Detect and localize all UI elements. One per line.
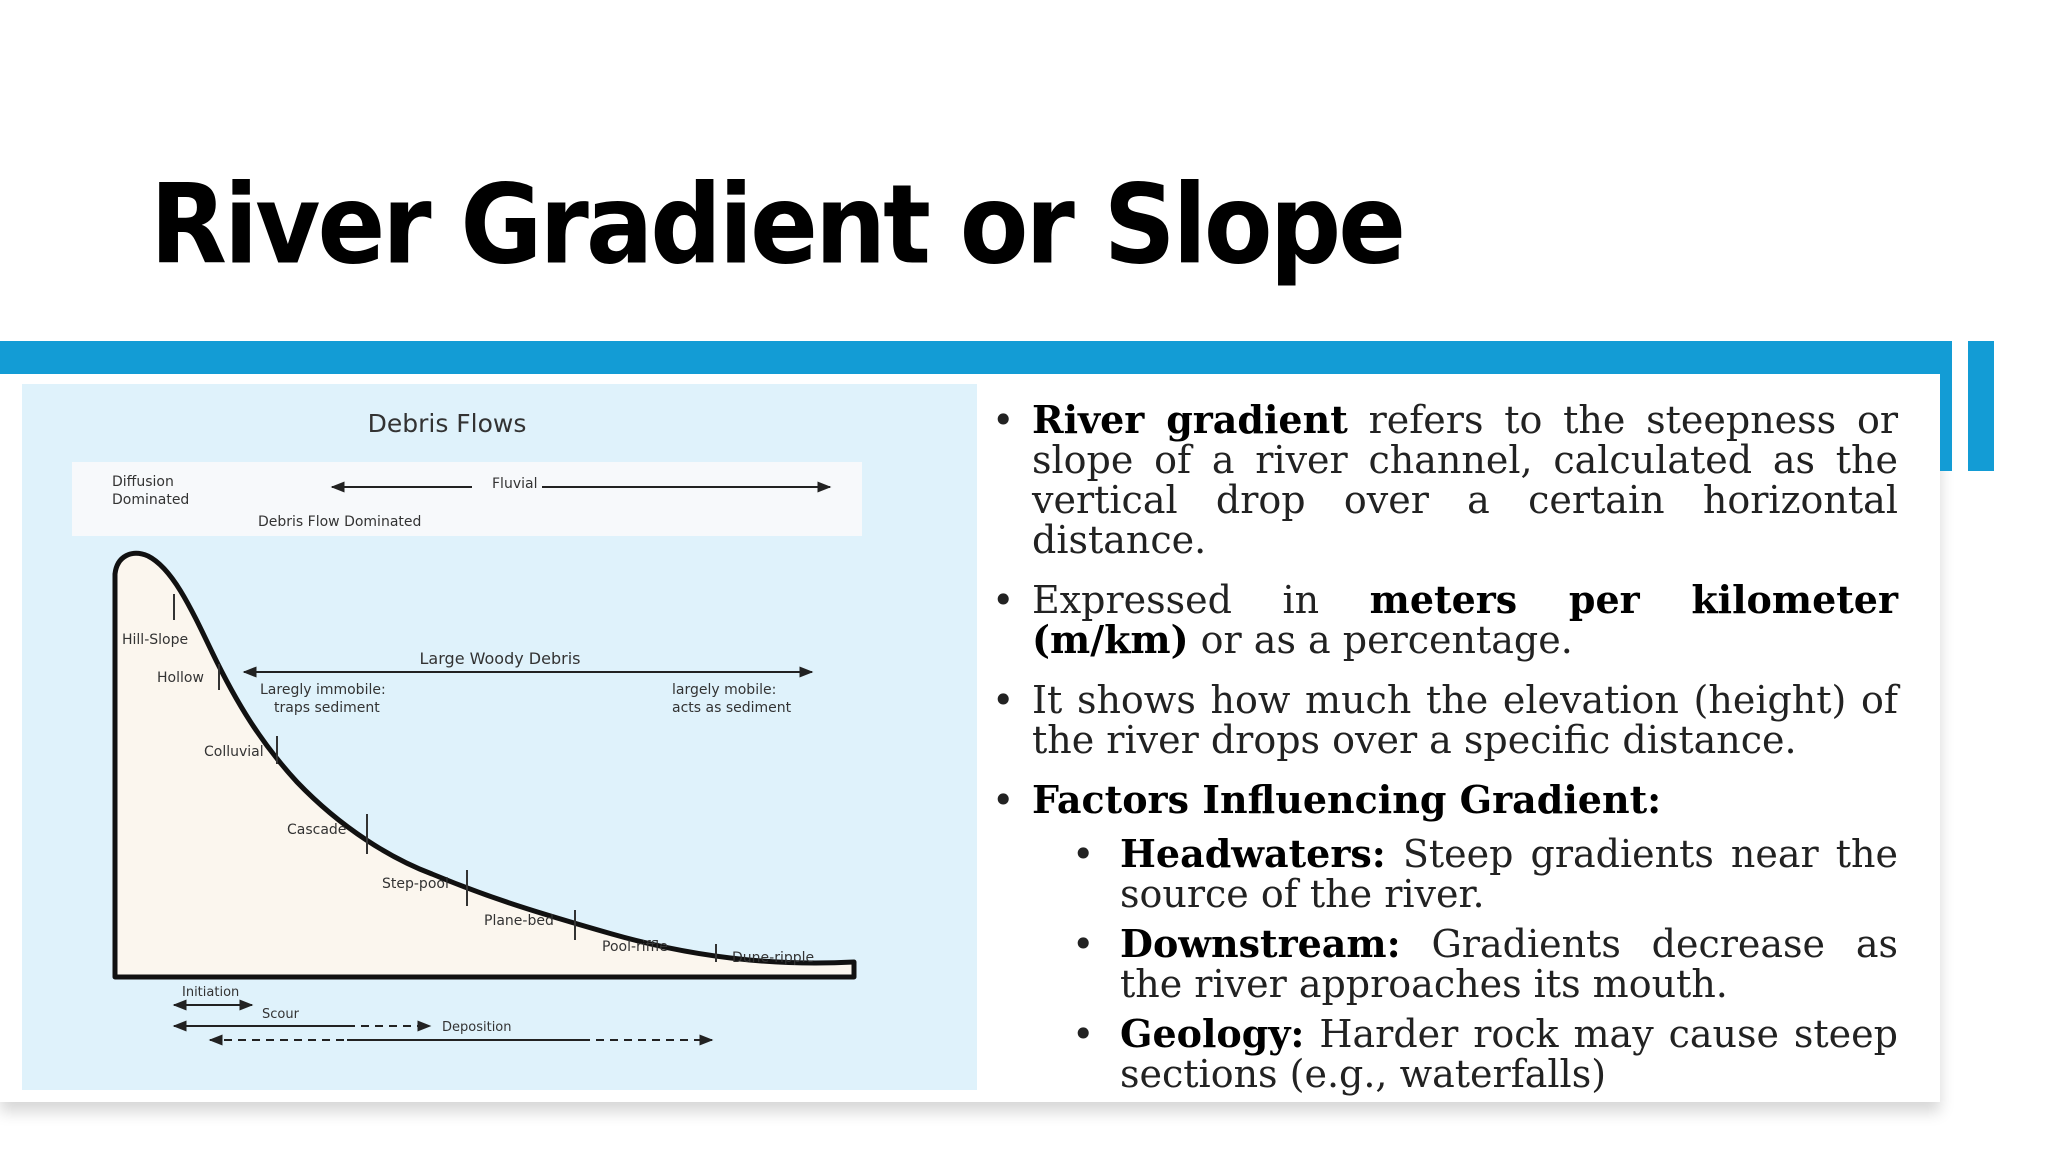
slide-title: River Gradient or Slope <box>150 160 1404 289</box>
diagram-title: Debris Flows <box>367 409 527 438</box>
accent-bar-vertical <box>1940 341 1952 471</box>
immobile-note-2: traps sediment <box>274 700 380 716</box>
zone-label-pool-riffle: Pool-riffle <box>602 939 668 955</box>
sub-bullet-headwaters: • Headwaters: Steep gradients near the source of the river. <box>992 834 1898 914</box>
sub-bullet-geology: • Geology: Harder rock may cause steep sections (e.g., waterfalls) <box>992 1014 1898 1094</box>
regime-band <box>72 462 862 536</box>
mobile-note-1: largely mobile: <box>672 682 777 698</box>
diffusion-label-1: Diffusion <box>112 474 174 490</box>
zone-label-hill-slope: Hill-Slope <box>122 632 189 648</box>
zone-label-plane-bed: Plane-bed <box>484 913 554 929</box>
process-label-deposition: Deposition <box>442 1020 512 1035</box>
mobile-note-2: acts as sediment <box>672 700 792 716</box>
zone-label-hollow: Hollow <box>157 670 204 686</box>
bullet-units: • Expressed in meters per kilometer (m/km) or as a percentage. <box>992 580 1898 660</box>
zone-label-colluvial: Colluvial <box>204 744 264 760</box>
zone-label-cascade: Cascade <box>287 822 347 838</box>
accent-bar <box>0 341 1952 374</box>
factors-list <box>992 831 1898 1096</box>
bullet-elevation: • It shows how much the elevation (height) of the river drops over a specific distance. <box>992 680 1898 760</box>
zone-label-step-pool: Step-pool <box>382 876 449 892</box>
large-woody-debris-label: Large Woody Debris <box>419 649 581 668</box>
debris-flow-diagram <box>22 384 977 1090</box>
fluvial-label: Fluvial <box>492 476 538 492</box>
debris-flow-dominated-label: Debris Flow Dominated <box>258 514 422 530</box>
bullet-definition: • River gradient refers to the steepness or slope of a river channel, calculated as the vertical drop over a certain horizontal distance. <box>992 400 1898 560</box>
immobile-note-1: Laregly immobile: <box>260 682 386 698</box>
accent-bar-vertical-outer <box>1968 341 1994 471</box>
bullet-list <box>992 397 1898 1104</box>
sub-bullet-downstream: • Downstream: Gradients decrease as the river approaches its mouth. <box>992 924 1898 1004</box>
bullet-factors-heading: • Factors Influencing Gradient: <box>992 780 1898 820</box>
zone-label-dune-ripple: Dune-ripple <box>732 950 815 966</box>
process-label-initiation: Initiation <box>182 985 240 1000</box>
process-label-scour: Scour <box>262 1007 299 1022</box>
diffusion-label-2: Dominated <box>112 492 190 508</box>
